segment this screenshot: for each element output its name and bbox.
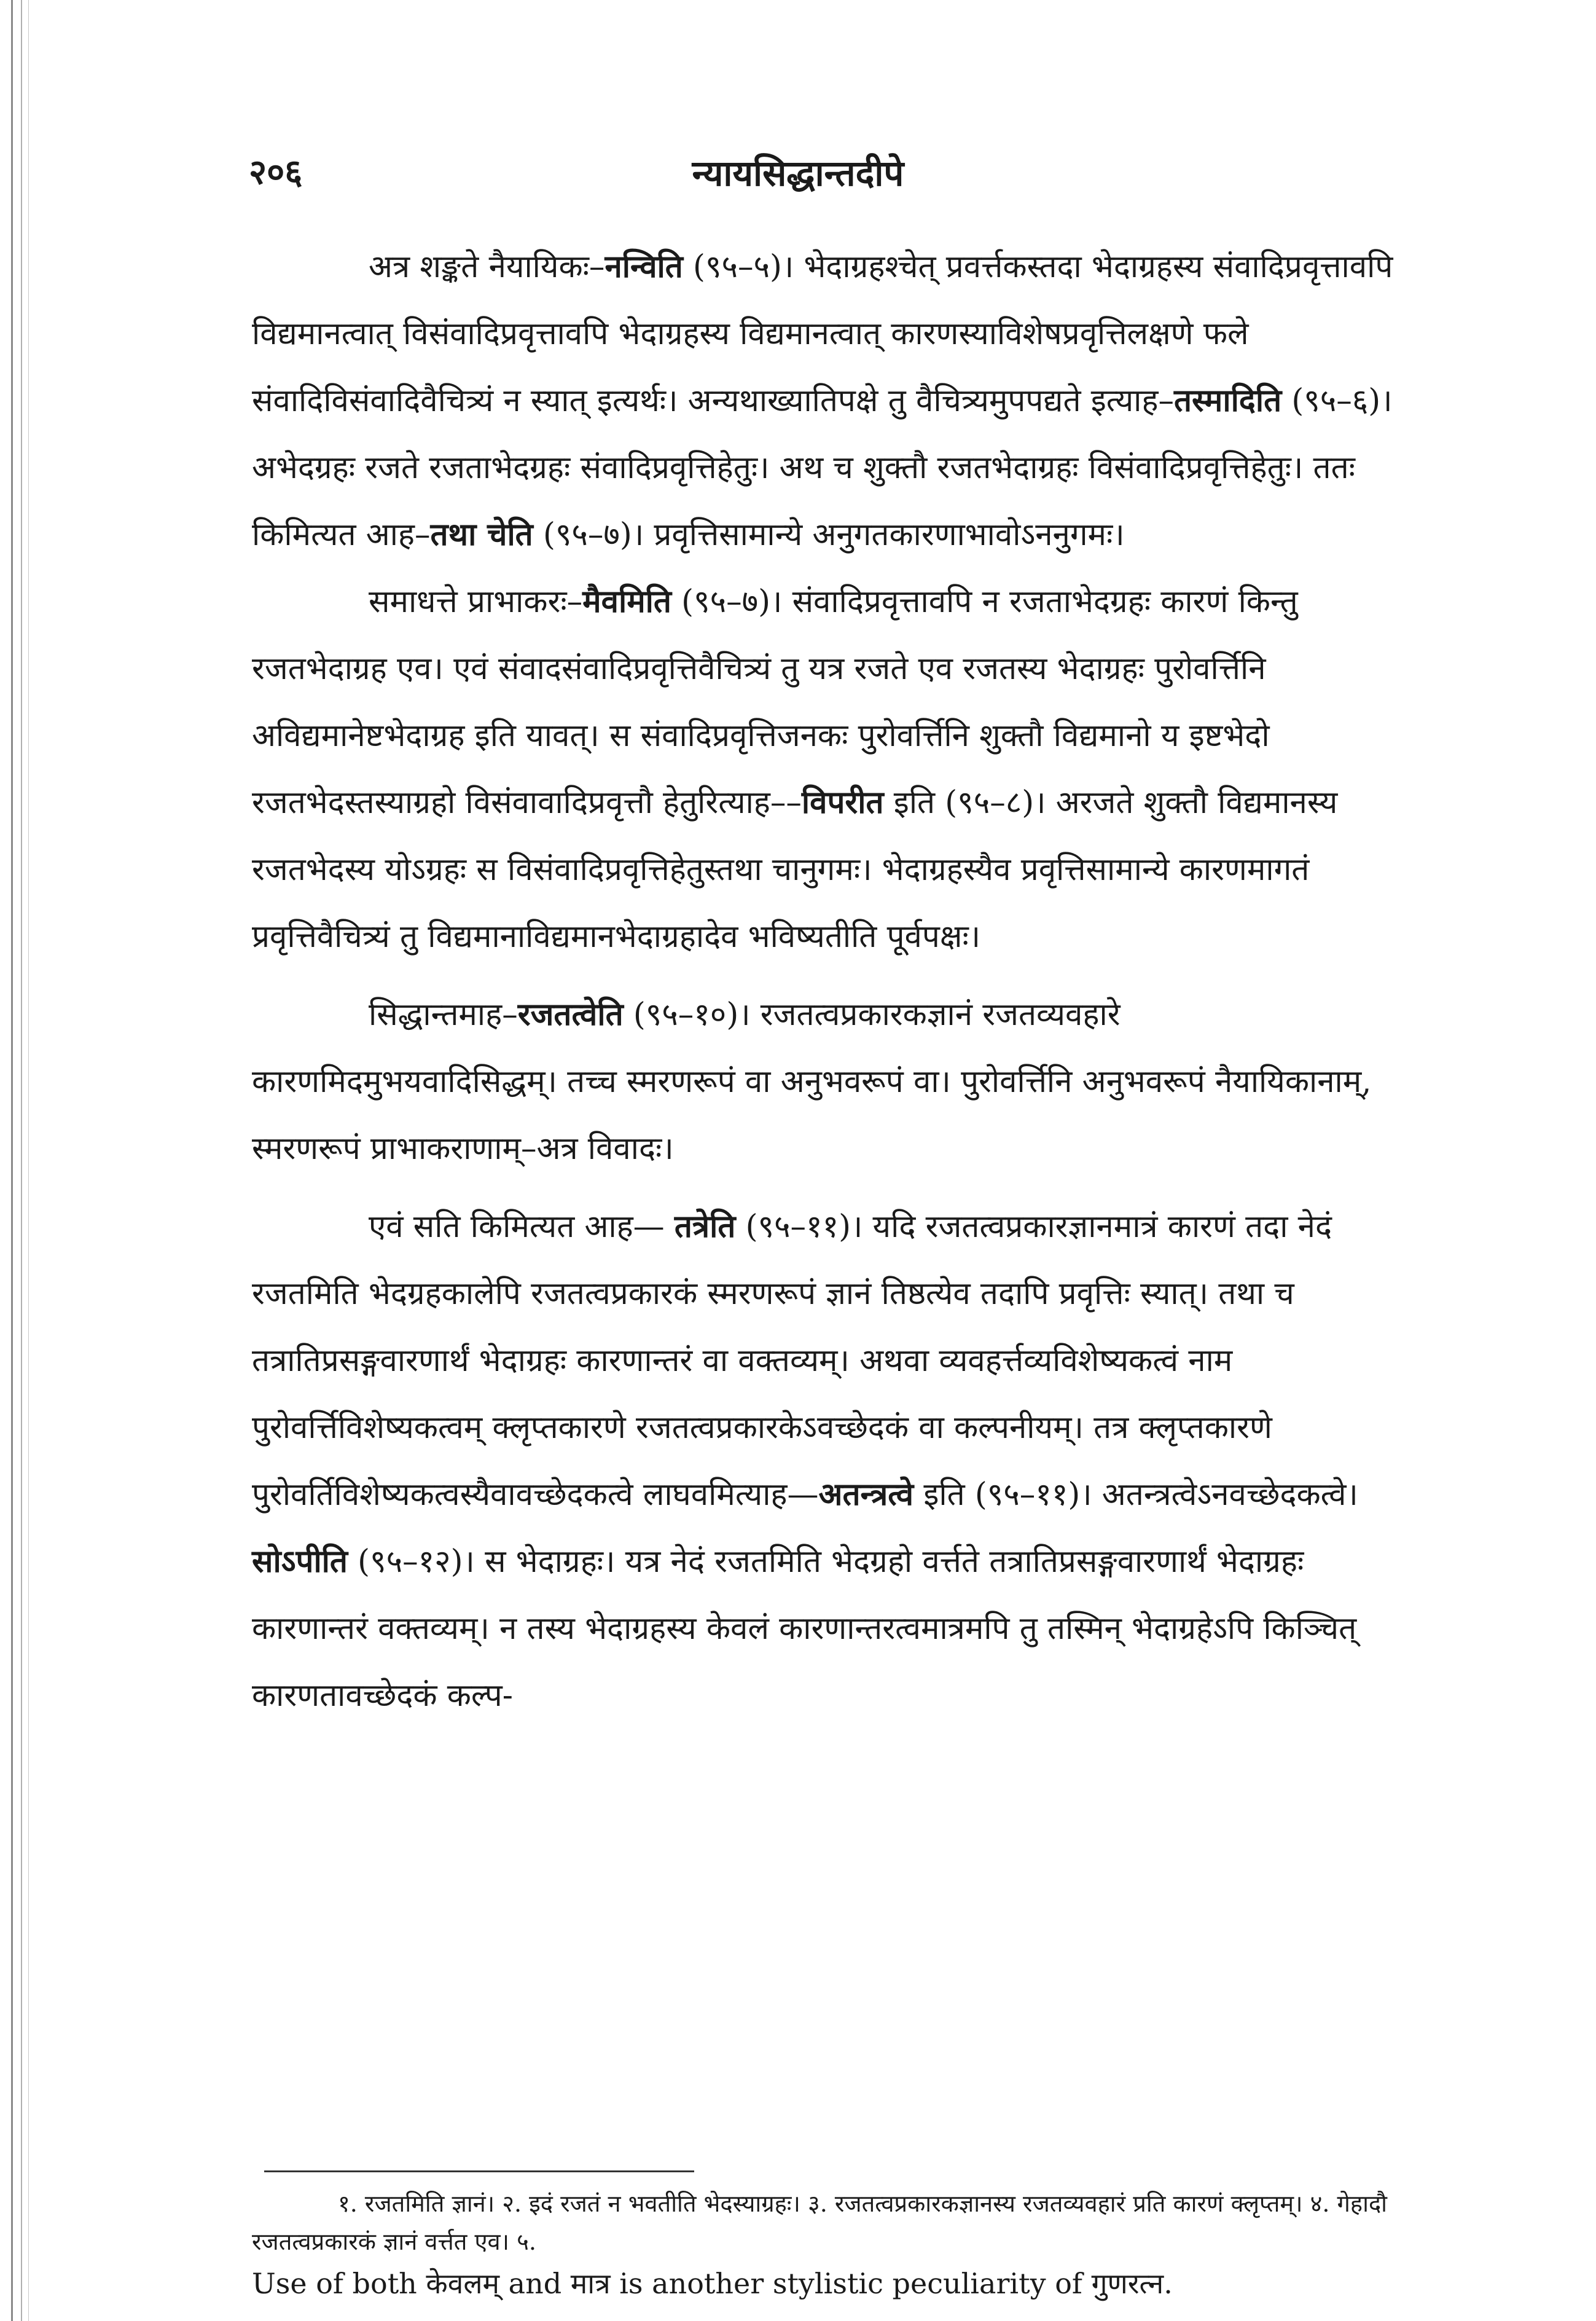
- pratika-bold: तत्रेति: [674, 1208, 736, 1245]
- text-run: (९५–११)। यदि रजतत्वप्रकारज्ञानमात्रं कारणं तदा नेदं रजतमिति भेदग्रहकालेपि रजतत्वप्रकारकं स्मरणरूपं ज्ञानं तिष्ठत्येव तदापि प्रवृत्तिः स्यात्। तथा च तत्रातिप्रसङ्गवारणार्थं भेदाग्रहः कारणान्तरं वा वक्तव्यम्। अथवा व्यवहर्त्तव्यविशेष्यकत्वं नाम पुरोवर्त्तिविशेष्यकत्वम् क्लृप्तकारणे रजतत्वप्रकारकेऽवच्छेदकं वा कल्पनीयम्। तत्र क्लृप्तकारणे पुरोवर्तिविशेष्यकत्वस्यैवावच्छेदकत्वे लाघवमित्याह—: [252, 1209, 1332, 1513]
- paragraph-4: [252, 1193, 1395, 1729]
- binding-edge-faint: [28, 0, 29, 2321]
- binding-edge: [11, 0, 13, 2321]
- text-run: (९५–१२)। स भेदाग्रहः। यत्र नेदं रजतमिति भेदग्रहो वर्त्तते तत्रातिप्रसङ्गवारणार्थं भेदाग्रहः कारणान्तरं वक्तव्यम्। न तस्य भेदाग्रहस्य केवलं कारणान्तरत्वमात्रमपि तु तस्मिन् भेदाग्रहेऽपि किञ्चित् कारणतावच्छेदकं कल्प-: [252, 1544, 1357, 1714]
- text-run: सिद्धान्तमाह–: [369, 997, 518, 1033]
- pratika-bold: नन्विति: [604, 248, 683, 285]
- paragraph-1: [252, 234, 1395, 568]
- binding-edge-shadow: [21, 0, 22, 2321]
- footnote-line: १. रजतमिति ज्ञानं। २. इदं रजतं न भवतीति भेदस्याग्रहः। ३. रजतत्वप्रकारकज्ञानस्य रजतव्यवहारं प्रति कारणं क्लृप्तम्। ४. गेहादौ रजतत्वप्रकारकं ज्ञानं वर्त्तत एव। ५.: [252, 2190, 1387, 2255]
- text-run: इति (९५–११)। अतन्त्रत्वेऽनवच्छेदकत्वे।: [913, 1477, 1358, 1513]
- pratika-bold: अतन्त्रत्वे: [818, 1476, 914, 1513]
- text-run: अत्र शङ्कते नैयायिकः–: [369, 249, 605, 285]
- text-run: (९५–१०)। रजतत्वप्रकारकज्ञानं रजतव्यवहारे कारणमिदमुभयवादिसिद्धम्। तच्च स्मरणरूपं वा अनुभवरूपं वा। पुरोवर्त्तिनि अनुभवरूपं नैयायिकानाम्, स्मरणरूपं प्राभाकराणाम्–अत्र विवादः।: [252, 997, 1372, 1167]
- text-run: इति (९५–८)। अरजते शुक्तौ विद्यमानस्य रजतभेदस्य योऽग्रहः स विसंवादिप्रवृत्तिहेतुस्तथा चानुगमः। भेदाग्रहस्यैव प्रवृत्तिसामान्ये कारणमागतं प्रवृत्तिवैचित्र्यं तु विद्यमानाविद्यमानभेदाग्रहादेव भविष्यतीति पूर्वपक्षः।: [252, 785, 1338, 955]
- text-run: (९५–५)। भेदाग्रहश्चेत् प्रवर्त्तकस्तदा भेदाग्रहस्य संवादिप्रवृत्तावपि विद्यमानत्वात् विसंवादिप्रवृत्तावपि भेदाग्रहस्य विद्यमानत्वात् कारणस्याविशेषप्रवृत्तिलक्षणे फले संवादिविसंवादिवैचित्र्यं न स्यात् इत्यर्थः। अन्यथाख्यातिपक्षे तु वैचित्र्यमुपपद्यते इत्याह–: [252, 249, 1393, 419]
- pratika-bold: तस्मादिति: [1173, 382, 1282, 419]
- pratika-bold: रजतत्वेति: [517, 996, 624, 1033]
- text-run: (९५–७)। संवादिप्रवृत्तावपि न रजताभेदग्रहः कारणं किन्तु रजतभेदाग्रह एव। एवं संवादसंवादिप्रवृत्तिवैचित्र्यं तु यत्र रजते एव रजतस्य भेदाग्रहः पुरोवर्त्तिनि अविद्यमानेष्टभेदाग्रह इति यावत्। स संवादिप्रवृत्तिजनकः पुरोवर्त्तिनि शुक्तौ विद्यमानो य इष्टभेदो रजतभेदस्तस्याग्रहो विसंवावादिप्रवृत्तौ हेतुरित्याह––: [252, 584, 1298, 821]
- pratika-bold: तथा चेति: [430, 516, 533, 553]
- pratika-bold: मैवमिति: [582, 583, 671, 620]
- footnote-rule: [264, 2170, 694, 2172]
- running-title: न्यायसिद्धान्तदीपे: [692, 152, 904, 194]
- footnote-english: Use of both केवलम् and मात्र is another stylistic peculiarity of गुणरत्न.: [252, 2267, 1173, 2300]
- paragraph-3: [252, 981, 1395, 1182]
- text-run: एवं सति किमित्यत आह—: [369, 1209, 675, 1245]
- page-number: २०६: [249, 152, 303, 192]
- paragraph-2: [252, 568, 1395, 970]
- pratika-bold: सोऽपीति: [252, 1543, 348, 1580]
- body-text: [252, 234, 1395, 1729]
- footnotes: [252, 2185, 1395, 2306]
- text-run: समाधत्ते प्राभाकरः–: [369, 584, 583, 620]
- text-run: (९५–७)। प्रवृत्तिसामान्ये अनुगतकारणाभावोऽननुगमः।: [533, 517, 1125, 553]
- pratika-bold: विपरीत: [801, 784, 884, 821]
- text-run: (९५–६)। अभेदग्रहः रजते रजताभेदग्रहः संवादिप्रवृत्तिहेतुः। अथ च शुक्तौ रजतभेदाग्रहः विसंवादिप्रवृत्तिहेतुः। ततः किमित्यत आह–: [252, 383, 1393, 553]
